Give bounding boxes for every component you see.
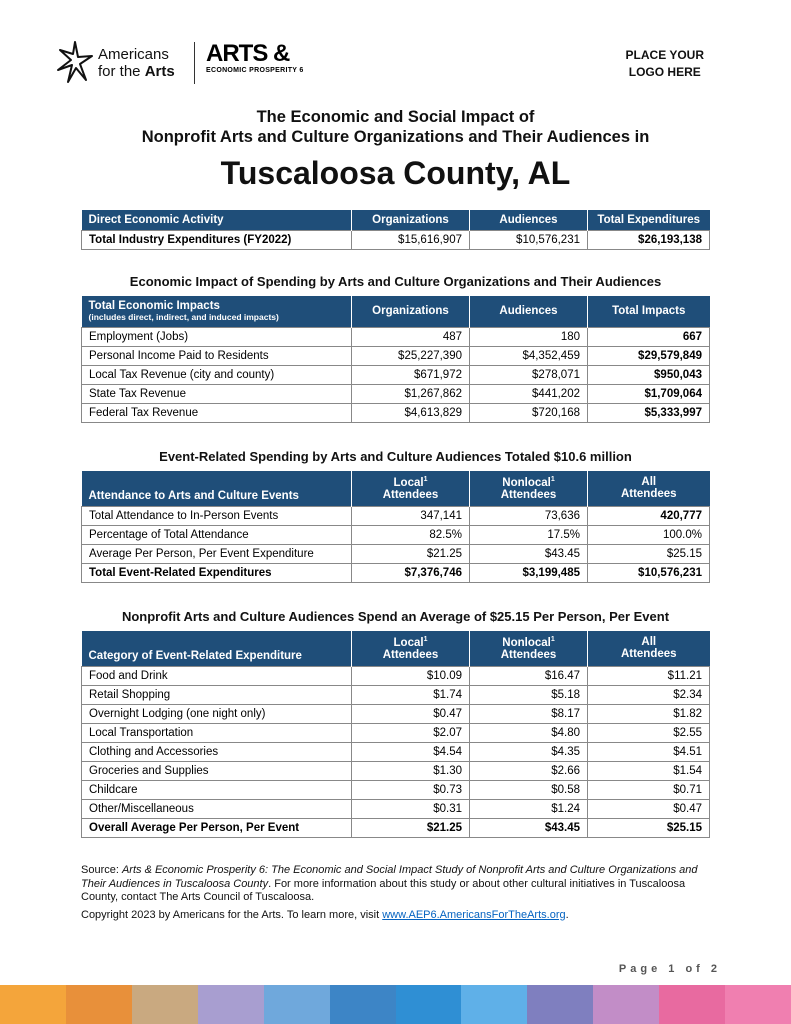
col-all-a: All bbox=[641, 476, 657, 489]
cell: 180 bbox=[470, 327, 588, 346]
header-cell: Category of Event-Related Expenditure bbox=[82, 631, 352, 666]
place-logo-line-2: LOGO HERE bbox=[628, 65, 701, 79]
cell: $0.71 bbox=[588, 780, 710, 799]
cell: $29,579,849 bbox=[588, 346, 710, 365]
cell: $278,071 bbox=[470, 365, 588, 384]
row-label: Personal Income Paid to Residents bbox=[82, 346, 352, 365]
expenditure-category-table bbox=[81, 631, 710, 838]
place-logo-placeholder bbox=[626, 47, 704, 81]
header-cell: Organizations bbox=[352, 210, 470, 230]
header-cell bbox=[352, 631, 470, 666]
source-note bbox=[81, 864, 711, 922]
table-row bbox=[82, 365, 710, 384]
table-row bbox=[82, 403, 710, 422]
footer-band-segment bbox=[527, 985, 593, 1024]
cell: $0.47 bbox=[352, 704, 470, 723]
col-all-b: Attendees bbox=[620, 648, 677, 661]
aep-sub-text: ECONOMIC PROSPERITY 6 bbox=[206, 67, 304, 74]
cell: $4.51 bbox=[588, 742, 710, 761]
header-cell bbox=[470, 471, 588, 506]
footer-band-segment bbox=[330, 985, 396, 1024]
cell: $4.80 bbox=[470, 723, 588, 742]
cell: $1.74 bbox=[352, 685, 470, 704]
footer-band-segment bbox=[66, 985, 132, 1024]
cell: $43.45 bbox=[470, 818, 588, 837]
table-row bbox=[82, 230, 710, 249]
cell: $7,376,746 bbox=[352, 563, 470, 582]
americans-for-the-arts-logo bbox=[56, 40, 175, 86]
cell: $4,352,459 bbox=[470, 346, 588, 365]
col-nonlocal-a: Nonlocal bbox=[502, 636, 551, 649]
cell: $0.47 bbox=[588, 799, 710, 818]
footer-band-segment bbox=[264, 985, 330, 1024]
cell: $25.15 bbox=[588, 818, 710, 837]
row-label: Other/Miscellaneous bbox=[82, 799, 352, 818]
event-section-title: Event-Related Spending by Arts and Culture Audiences Totaled $10.6 million bbox=[159, 449, 632, 464]
row-label: Local Transportation bbox=[82, 723, 352, 742]
col-nonlocal-a: Nonlocal bbox=[502, 476, 551, 489]
cell: $1.54 bbox=[588, 761, 710, 780]
footer-band-segment bbox=[0, 985, 66, 1024]
table-header-row bbox=[82, 471, 710, 506]
economic-impact-table bbox=[81, 296, 710, 423]
cell: $2.66 bbox=[470, 761, 588, 780]
cell: $0.58 bbox=[470, 780, 588, 799]
header-sub: (includes direct, indirect, and induced impacts) bbox=[88, 312, 279, 323]
col-nonlocal-b: Attendees bbox=[500, 648, 557, 661]
col-local-a: Local bbox=[393, 636, 424, 649]
page-number: Page 1 of 2 bbox=[618, 963, 721, 975]
cell: 347,141 bbox=[352, 506, 470, 525]
cell: $26,193,138 bbox=[588, 230, 710, 249]
cell: $4.35 bbox=[470, 742, 588, 761]
copyright-line bbox=[81, 909, 711, 923]
table-row bbox=[82, 666, 710, 685]
footnote-marker: 1 bbox=[550, 475, 555, 483]
footnote-marker: 1 bbox=[423, 635, 428, 643]
table-row bbox=[82, 525, 710, 544]
report-titles bbox=[0, 107, 791, 193]
footer-band-segment bbox=[132, 985, 198, 1024]
cell: 487 bbox=[352, 327, 470, 346]
footnote-marker: 1 bbox=[423, 475, 428, 483]
table-row bbox=[82, 780, 710, 799]
cell: $25.15 bbox=[588, 544, 710, 563]
cell: $2.34 bbox=[588, 685, 710, 704]
source-italic: Arts & Economic Prosperity 6: The Economic and Social Impact Study of Nonprofit Arts and Culture Organizations and Their Audiences in Tuscaloosa County bbox=[81, 864, 698, 890]
table-row bbox=[82, 723, 710, 742]
cell: $2.55 bbox=[588, 723, 710, 742]
cell: 420,777 bbox=[588, 506, 710, 525]
star-figure-icon bbox=[56, 40, 94, 86]
cell: $25,227,390 bbox=[352, 346, 470, 365]
cell: $21.25 bbox=[352, 818, 470, 837]
row-label: Average Per Person, Per Event Expenditure bbox=[82, 544, 352, 563]
row-label: Total Event-Related Expenditures bbox=[82, 563, 352, 582]
cell: $441,202 bbox=[470, 384, 588, 403]
table-header-row bbox=[82, 296, 710, 327]
afta-line-2a: for the bbox=[98, 63, 145, 80]
col-nonlocal-b: Attendees bbox=[500, 488, 557, 501]
cell: $3,199,485 bbox=[470, 563, 588, 582]
col-local-b: Attendees bbox=[382, 648, 439, 661]
table-total-row bbox=[82, 563, 710, 582]
row-label: State Tax Revenue bbox=[82, 384, 352, 403]
footer-band-segment bbox=[396, 985, 462, 1024]
col-local-a: Local bbox=[393, 476, 424, 489]
footer-band-segment bbox=[593, 985, 659, 1024]
table-row bbox=[82, 761, 710, 780]
cell: $1.24 bbox=[470, 799, 588, 818]
cell: $10,576,231 bbox=[470, 230, 588, 249]
header-cell: Direct Economic Activity bbox=[82, 210, 352, 230]
header-cell: Attendance to Arts and Culture Events bbox=[82, 471, 352, 506]
source-text bbox=[81, 864, 711, 905]
table-row bbox=[82, 742, 710, 761]
row-label: Federal Tax Revenue bbox=[82, 403, 352, 422]
footer-band-segment bbox=[725, 985, 791, 1024]
footer-band-segment bbox=[198, 985, 264, 1024]
row-label: Retail Shopping bbox=[82, 685, 352, 704]
row-label: Employment (Jobs) bbox=[82, 327, 352, 346]
county-title: Tuscaloosa County, AL bbox=[220, 155, 571, 191]
place-logo-line-1: PLACE YOUR bbox=[625, 48, 704, 62]
afta-line-1: Americans bbox=[98, 46, 169, 63]
cell: 667 bbox=[588, 327, 710, 346]
header-cell: Total Expenditures bbox=[588, 210, 710, 230]
source-rest: . For more information about this study or about other cultural initiatives in Tuscaloosa County, contact The Arts Council of Tuscaloosa. bbox=[81, 877, 686, 903]
table-total-row bbox=[82, 818, 710, 837]
cell: 82.5% bbox=[352, 525, 470, 544]
table-row bbox=[82, 544, 710, 563]
aep6-link[interactable]: www.AEP6.AmericansForTheArts.org bbox=[382, 908, 566, 921]
header-main: Total Economic Impacts bbox=[88, 300, 220, 313]
cell: $5.18 bbox=[470, 685, 588, 704]
header-cell bbox=[470, 631, 588, 666]
cell: $2.07 bbox=[352, 723, 470, 742]
cell: $0.31 bbox=[352, 799, 470, 818]
header-cell bbox=[588, 631, 710, 666]
table-row bbox=[82, 384, 710, 403]
cell: $43.45 bbox=[470, 544, 588, 563]
cell: $16.47 bbox=[470, 666, 588, 685]
cell: $4.54 bbox=[352, 742, 470, 761]
table-header-row bbox=[82, 210, 710, 230]
decorative-footer-band bbox=[0, 985, 791, 1024]
impact-section-title: Economic Impact of Spending by Arts and Culture Organizations and Their Audiences bbox=[129, 274, 662, 289]
footnote-marker: 1 bbox=[550, 635, 555, 643]
cell: $1,267,862 bbox=[352, 384, 470, 403]
table-header-row bbox=[82, 631, 710, 666]
header-cell: Total Impacts bbox=[588, 296, 710, 327]
header-cell: Organizations bbox=[352, 296, 470, 327]
copyright-period: . bbox=[565, 908, 569, 921]
cell: $8.17 bbox=[470, 704, 588, 723]
cell: $0.73 bbox=[352, 780, 470, 799]
cell: 73,636 bbox=[470, 506, 588, 525]
table-row bbox=[82, 799, 710, 818]
cell: $10,576,231 bbox=[588, 563, 710, 582]
source-prefix: Source: bbox=[81, 864, 122, 876]
cell: $21.25 bbox=[352, 544, 470, 563]
header-cell bbox=[82, 296, 352, 327]
table-row bbox=[82, 704, 710, 723]
row-label: Overall Average Per Person, Per Event bbox=[82, 818, 352, 837]
row-label: Overnight Lodging (one night only) bbox=[82, 704, 352, 723]
cell: 100.0% bbox=[588, 525, 710, 544]
cell: $11.21 bbox=[588, 666, 710, 685]
row-label: Childcare bbox=[82, 780, 352, 799]
col-all-a: All bbox=[641, 636, 657, 649]
header-cell: Audiences bbox=[470, 210, 588, 230]
row-label: Clothing and Accessories bbox=[82, 742, 352, 761]
col-all-b: Attendees bbox=[620, 488, 677, 501]
cell: $10.09 bbox=[352, 666, 470, 685]
row-label: Percentage of Total Attendance bbox=[82, 525, 352, 544]
row-label: Local Tax Revenue (city and county) bbox=[82, 365, 352, 384]
direct-activity-table bbox=[81, 210, 710, 250]
category-section-title: Nonprofit Arts and Culture Audiences Spend an Average of $25.15 Per Person, Per Event bbox=[121, 609, 670, 624]
afta-line-2b: Arts bbox=[144, 63, 175, 80]
cell: $720,168 bbox=[470, 403, 588, 422]
table-row bbox=[82, 685, 710, 704]
copyright-text: Copyright 2023 by Americans for the Arts. To learn more, visit bbox=[81, 908, 383, 921]
aep6-logo bbox=[206, 42, 304, 75]
table-row bbox=[82, 346, 710, 365]
page-header bbox=[56, 40, 746, 90]
row-label: Total Attendance to In-Person Events bbox=[82, 506, 352, 525]
cell: $1.30 bbox=[352, 761, 470, 780]
event-spending-table bbox=[81, 471, 710, 583]
cell: 17.5% bbox=[470, 525, 588, 544]
logo-divider bbox=[194, 42, 195, 84]
cell: $1.82 bbox=[588, 704, 710, 723]
aep-main-text: ARTS & bbox=[206, 40, 290, 67]
subtitle-line-2: Nonprofit Arts and Culture Organizations and Their Audiences in bbox=[141, 128, 650, 146]
cell: $15,616,907 bbox=[352, 230, 470, 249]
row-label: Groceries and Supplies bbox=[82, 761, 352, 780]
cell: $671,972 bbox=[352, 365, 470, 384]
row-label: Food and Drink bbox=[82, 666, 352, 685]
col-local-b: Attendees bbox=[382, 488, 439, 501]
footer-band-segment bbox=[461, 985, 527, 1024]
table-row bbox=[82, 327, 710, 346]
header-cell bbox=[588, 471, 710, 506]
footer-band-segment bbox=[659, 985, 725, 1024]
cell: $5,333,997 bbox=[588, 403, 710, 422]
cell: $1,709,064 bbox=[588, 384, 710, 403]
table-row bbox=[82, 506, 710, 525]
cell: $4,613,829 bbox=[352, 403, 470, 422]
row-label: Total Industry Expenditures (FY2022) bbox=[82, 230, 352, 249]
subtitle-line-1: The Economic and Social Impact of bbox=[256, 108, 535, 126]
cell: $950,043 bbox=[588, 365, 710, 384]
header-cell bbox=[352, 471, 470, 506]
header-cell: Audiences bbox=[470, 296, 588, 327]
